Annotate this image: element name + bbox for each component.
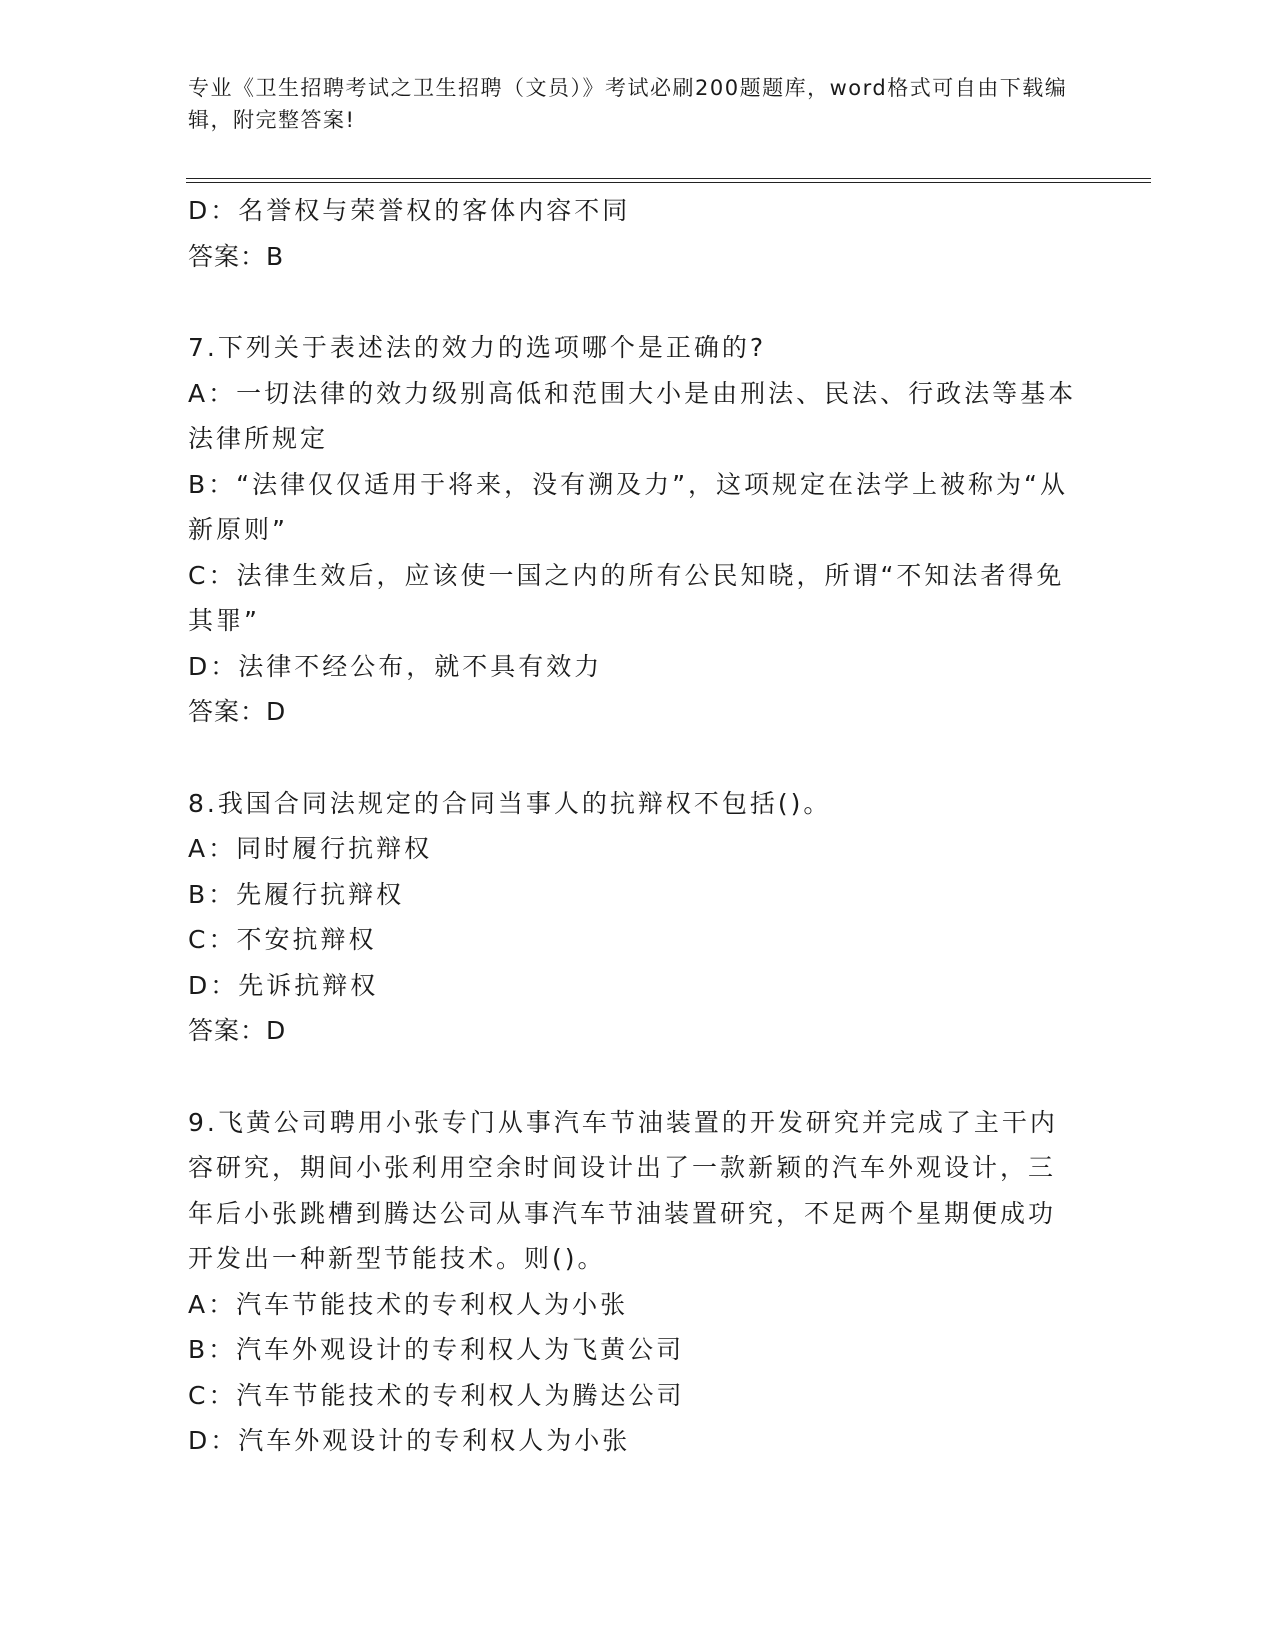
previous-question-tail [188,188,1078,279]
spacer [188,1054,1078,1100]
answer: 答案：D [188,1016,287,1045]
option-d: D：法律不经公布，就不具有效力 [188,651,603,681]
option-b: B：先履行抗辩权 [188,879,405,909]
answer: 答案：B [188,241,285,271]
option-d: D：名誉权与荣誉权的客体内容不同 [188,196,631,225]
header-divider-bottom [186,182,1151,183]
question-9 [188,1100,1078,1464]
page-header: 专业《卫生招聘考试之卫生招聘（文员）》考试必刷200题题库，word格式可自由下载编辑，附完整答案! [188,76,1068,132]
question-7 [188,325,1078,735]
option-a: A：一切法律的效力级别高低和范围大小是由刑法、民法、行政法等基本法律所规定 [188,378,1077,453]
header-divider-top [186,178,1151,179]
option-c: C：汽车节能技术的专利权人为腾达公司 [188,1380,685,1410]
question-8 [188,781,1078,1054]
question-list [188,188,1078,1464]
option-b: B：汽车外观设计的专利权人为飞黄公司 [188,1335,685,1364]
spacer [188,735,1078,781]
option-c: C：法律生效后，应该使一国之内的所有公民知晓，所谓“不知法者得免其罪” [188,560,1065,635]
question-stem: 7.下列关于表述法的效力的选项哪个是正确的? [188,333,767,362]
option-a: A：同时履行抗辩权 [188,834,433,863]
option-c: C：不安抗辩权 [188,925,377,954]
spacer [188,279,1078,325]
option-a: A：汽车节能技术的专利权人为小张 [188,1289,629,1319]
option-d: D：先诉抗辩权 [188,970,379,1000]
option-d: D：汽车外观设计的专利权人为小张 [188,1426,631,1455]
option-b: B：“法律仅仅适用于将来，没有溯及力”，这项规定在法学上被称为“从新原则” [188,469,1069,544]
question-stem: 9.飞黄公司聘用小张专门从事汽车节油装置的开发研究并完成了主干内容研究，期间小张利用空余时间设计出了一款新颖的汽车外观设计，三年后小张跳槽到腾达公司从事汽车节油装置研究，不足两个星期便成功开发出一种新型节能技术。则()。 [188,1107,1058,1273]
question-stem: 8.我国合同法规定的合同当事人的抗辩权不包括()。 [188,788,832,818]
answer: 答案：D [188,697,287,726]
